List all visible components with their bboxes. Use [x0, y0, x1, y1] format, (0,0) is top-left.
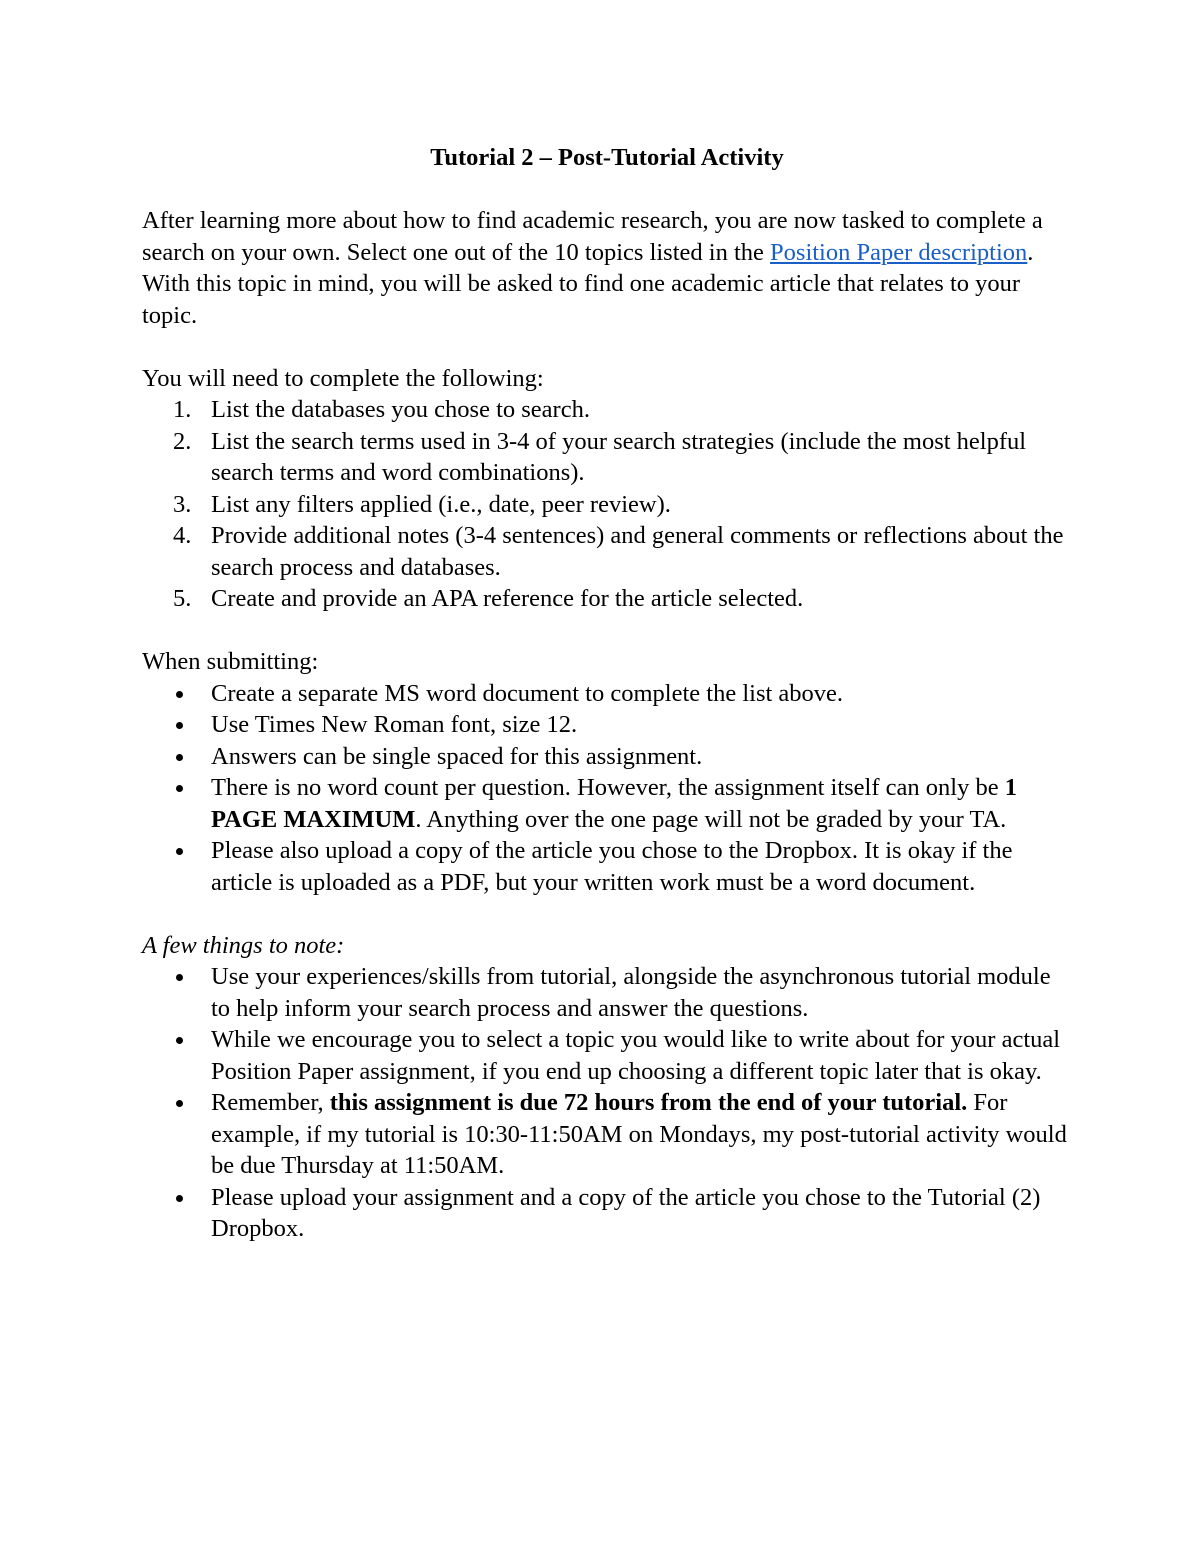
list-item-text-post: . Anything over the one page will not be graded by your TA. — [415, 805, 1007, 833]
list-item — [142, 1087, 1072, 1182]
list-item — [142, 583, 1072, 615]
submitting-heading: When submitting: — [142, 648, 319, 675]
list-item-text: Create and provide an APA reference for the article selected. — [211, 585, 804, 612]
list-item-number: 4. — [173, 522, 192, 549]
submitting-list — [142, 678, 1072, 899]
document-page — [142, 142, 1072, 1245]
position-paper-description-link[interactable]: Position Paper description — [770, 238, 1028, 266]
list-item — [142, 741, 1072, 773]
list-item — [142, 1024, 1072, 1087]
list-item-number: 1. — [173, 396, 192, 423]
intro-text-part2: . With this topic in mind, you will be asked to find one academic article that relates to your topic. — [142, 238, 1034, 329]
notes-heading: A few things to note: — [142, 931, 345, 959]
list-item — [142, 394, 1072, 426]
intro-paragraph — [142, 205, 1072, 331]
list-item-text: While we encourage you to select a topic you would like to write about for your actual Position Paper assignment, if you end up choosing a different topic later that is okay. — [211, 1026, 1061, 1085]
list-item-number: 3. — [173, 490, 192, 518]
list-item — [142, 678, 1072, 710]
document-title: Tutorial 2 – Post-Tutorial Activity — [430, 144, 784, 171]
bullet-icon — [176, 1195, 183, 1202]
list-item-text-post: For example, if my tutorial is 10:30-11:50AM on Mondays, my post-tutorial activity would be due Thursday at 11:50AM. — [211, 1089, 1067, 1179]
list-item — [142, 835, 1072, 898]
page-maximum-emphasis: 1 PAGE MAXIMUM — [211, 774, 1017, 833]
notes-list — [142, 961, 1072, 1245]
list-item-text: Create a separate MS word document to complete the list above. — [211, 679, 844, 707]
list-item-number: 2. — [173, 427, 192, 455]
bullet-icon — [176, 754, 183, 761]
list-item — [142, 489, 1072, 521]
list-item-text: List the databases you chose to search. — [211, 396, 590, 423]
list-item — [142, 1182, 1072, 1245]
list-item — [142, 709, 1072, 741]
list-item-text: Please upload your assignment and a copy of the article you chose to the Tutorial (2) Dropbox. — [211, 1183, 1041, 1242]
bullet-icon — [176, 848, 183, 855]
intro-text-part1: After learning more about how to find academic research, you are now tasked to complete a search on your own. Select one out of the 10 topics listed in the — [142, 207, 1043, 266]
list-item-text-pre: There is no word count per question. However, the assignment itself can only be — [211, 774, 1005, 801]
requirements-list — [142, 394, 1072, 615]
list-item-text: List the search terms used in 3-4 of your search strategies (include the most helpful search terms and word combinations). — [211, 427, 1027, 486]
bullet-icon — [176, 785, 183, 792]
list-item-text: Use your experiences/skills from tutorial, alongside the asynchronous tutorial module to help inform your search process and answer the questions. — [211, 963, 1051, 1022]
list-item-number: 5. — [173, 585, 192, 612]
bullet-icon — [176, 691, 183, 698]
due-date-emphasis: this assignment is due 72 hours from the end of your tutorial. — [329, 1089, 968, 1116]
list-item-text: Use Times New Roman font, size 12. — [211, 711, 578, 738]
requirements-heading: You will need to complete the following: — [142, 364, 544, 392]
list-item — [142, 772, 1072, 835]
list-item — [142, 520, 1072, 583]
list-item-text: Provide additional notes (3-4 sentences) and general comments or reflections about the search process and databases. — [211, 522, 1064, 581]
list-item-text: List any filters applied (i.e., date, peer review). — [211, 490, 671, 518]
list-item-text: Answers can be single spaced for this assignment. — [211, 742, 703, 770]
list-item — [142, 961, 1072, 1024]
bullet-icon — [176, 1037, 183, 1044]
list-item-text-pre: Remember, — [211, 1089, 330, 1116]
bullet-icon — [176, 722, 183, 729]
list-item — [142, 426, 1072, 489]
bullet-icon — [176, 1100, 183, 1107]
bullet-icon — [176, 974, 183, 981]
list-item-text: Please also upload a copy of the article you chose to the Dropbox. It is okay if the article is uploaded as a PDF, but your written work must be a word document. — [211, 837, 1013, 896]
